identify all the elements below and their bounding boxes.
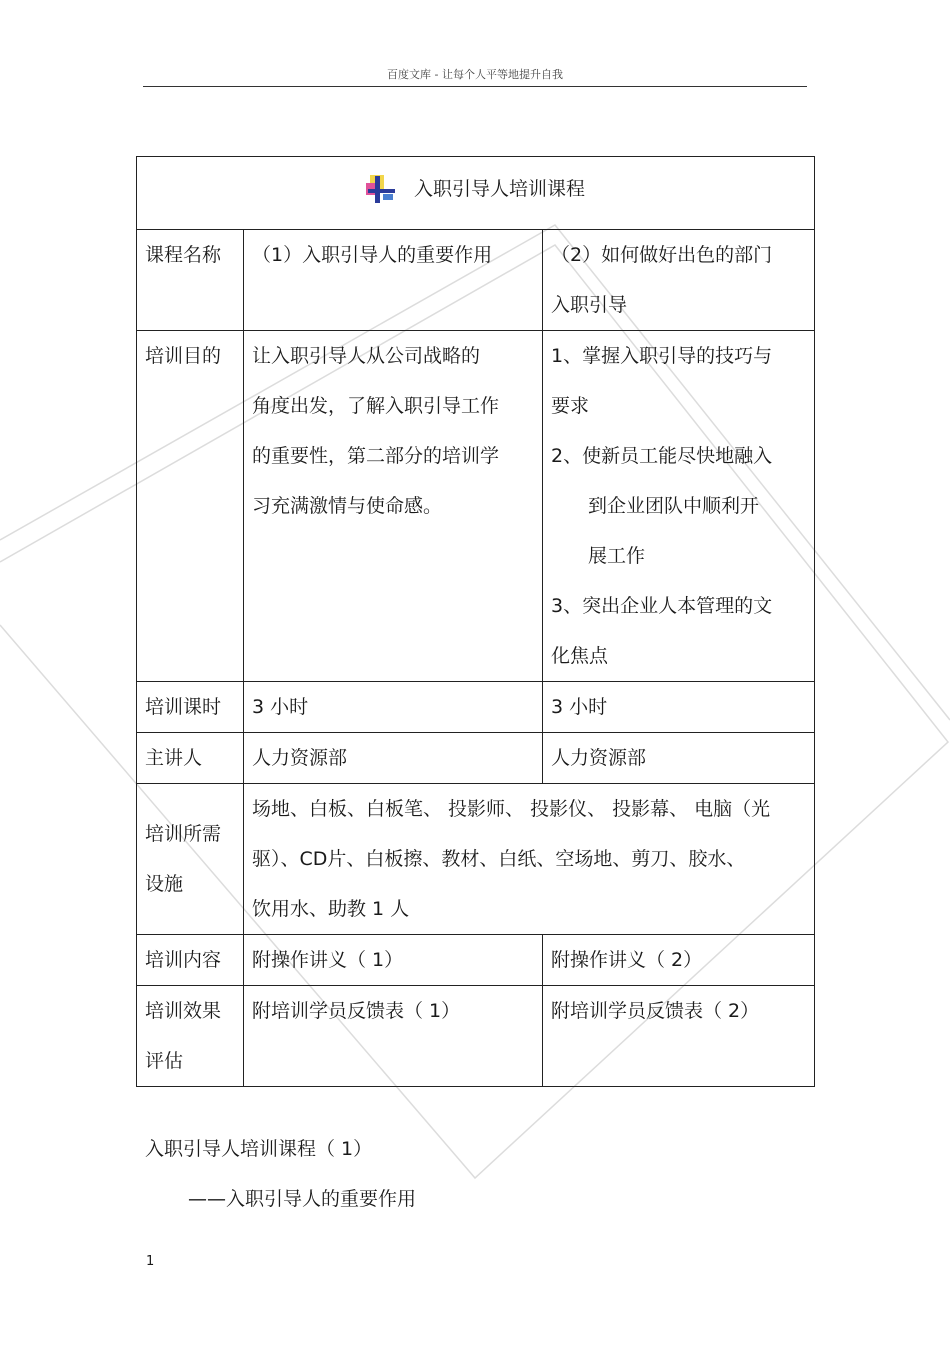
- cell-line: （2）如何做好出色的部门: [551, 244, 773, 266]
- facilities-value: [244, 784, 815, 935]
- cell-line: 驱）、CD片、白板擦、教材、白纸、空场地、剪刀、胶水、: [252, 848, 746, 870]
- content-1: 附操作讲义（ 1）: [244, 935, 543, 986]
- table-title: 入职引导人培训课程: [413, 178, 585, 200]
- table-row: [137, 784, 815, 935]
- table-row: [137, 682, 815, 733]
- cell-line: 3、突出企业人本管理的文: [551, 595, 773, 617]
- evaluation-2: 附培训学员反馈表（ 2）: [543, 986, 815, 1087]
- table-row: [137, 230, 815, 331]
- cell-line: 饮用水、助教 1 人: [252, 898, 410, 920]
- cell-line: 的重要性，第二部分的培训学: [252, 445, 500, 467]
- cell-line: 角度出发，了解入职引导工作: [252, 395, 500, 417]
- evaluation-1: 附培训学员反馈表（ 1）: [244, 986, 543, 1087]
- content-label: 培训内容: [137, 935, 244, 986]
- cell-line: 化焦点: [551, 645, 609, 667]
- evaluation-label: [137, 986, 244, 1087]
- duration-1: 3 小时: [244, 682, 543, 733]
- cell-line: 1、掌握入职引导的技巧与: [551, 345, 773, 367]
- objective-label: 培训目的: [137, 331, 244, 682]
- table-row: [137, 331, 815, 682]
- table-row: [137, 986, 815, 1087]
- duration-label: 培训课时: [137, 682, 244, 733]
- course-name-2: [543, 230, 815, 331]
- course-name-1: （1）入职引导人的重要作用: [244, 230, 543, 331]
- cell-line: 2、使新员工能尽快地融入: [551, 445, 773, 467]
- table-title-row: [137, 157, 815, 230]
- section-subtitle: ——入职引导人的重要作用: [188, 1188, 417, 1210]
- table-row: [137, 733, 815, 784]
- cell-line: 展工作: [588, 545, 646, 567]
- duration-2: 3 小时: [543, 682, 815, 733]
- cell-line: 要求: [551, 395, 590, 417]
- colored-cross-icon: [366, 175, 396, 203]
- speaker-label: 主讲人: [137, 733, 244, 784]
- cell-line: 习充满激情与使命感。: [252, 495, 443, 517]
- content-2: 附操作讲义（ 2）: [543, 935, 815, 986]
- table-title-cell: [137, 157, 815, 230]
- cell-line: 入职引导: [551, 294, 628, 316]
- cell-line: 评估: [145, 1050, 184, 1072]
- speaker-1: 人力资源部: [244, 733, 543, 784]
- cell-line: 场地、白板、白板笔、 投影师、 投影仪、 投影幕、 电脑（光: [252, 798, 771, 820]
- table-row: [137, 935, 815, 986]
- speaker-2: 人力资源部: [543, 733, 815, 784]
- cell-line: 到企业团队中顺利开: [588, 495, 760, 517]
- course-table: [136, 156, 815, 1087]
- cell-line: 培训效果: [145, 1000, 222, 1022]
- cell-line: 培训所需: [145, 823, 222, 845]
- section-title: 入职引导人培训课程（ 1）: [145, 1138, 373, 1160]
- objective-1: [244, 331, 543, 682]
- course-name-label: 课程名称: [137, 230, 244, 331]
- cell-line: 设施: [145, 873, 184, 895]
- objective-2: [543, 331, 815, 682]
- header-divider: [143, 86, 807, 87]
- page-number: 1: [146, 1254, 155, 1269]
- page-header: 百度文库 - 让每个人平等地提升自我: [387, 68, 563, 81]
- facilities-label: [137, 784, 244, 935]
- cell-line: 让入职引导人从公司战略的: [252, 345, 481, 367]
